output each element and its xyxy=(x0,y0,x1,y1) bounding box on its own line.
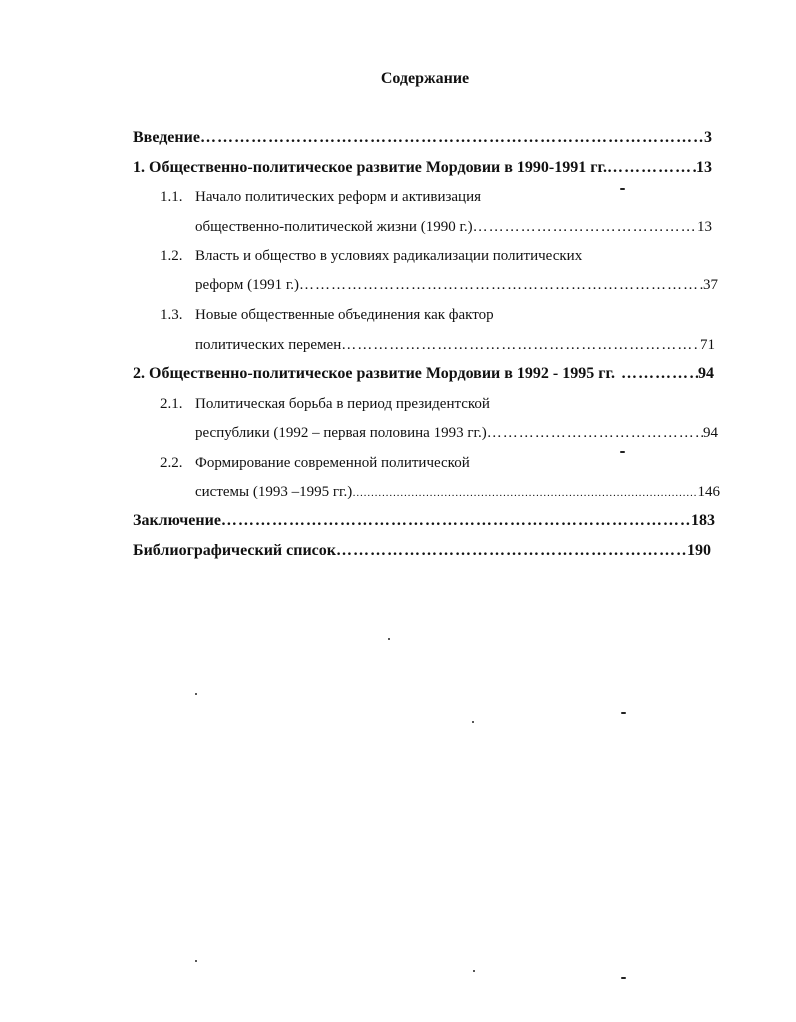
toc-entry-1-2-heading xyxy=(160,245,582,267)
dot-leader xyxy=(341,334,700,356)
page-title: Содержание xyxy=(380,70,470,87)
toc-entry-label: Новые общественные объединения как фактор xyxy=(195,307,494,323)
toc-page-number: 13 xyxy=(696,159,712,176)
toc-entry-label: 1. Общественно-политическое развитие Мордовии в 1990-1991 гг. xyxy=(133,159,607,176)
toc-entry-2-1[interactable] xyxy=(195,422,718,444)
toc-page-number: 94 xyxy=(698,365,714,382)
section-number: 2.1. xyxy=(160,396,183,412)
dot-leader xyxy=(352,482,697,504)
dot-leader xyxy=(200,127,704,149)
toc-entry-label: Заключение xyxy=(133,512,221,529)
scan-speck xyxy=(621,977,626,979)
dot-leader xyxy=(299,274,703,296)
toc-entry-label: Начало политических реформ и активизация xyxy=(195,189,482,205)
toc-entry-1-3-heading xyxy=(160,304,494,326)
toc-entry-1-3[interactable] xyxy=(195,334,715,356)
toc-entry-label: 2. Общественно-политическое развитие Мордовии в 1992 - 1995 гг. xyxy=(133,365,615,382)
toc-entry-label-cont: реформ (1991 г.) xyxy=(195,277,300,293)
toc-page-number: 3 xyxy=(704,129,712,146)
toc-entry-1-1[interactable] xyxy=(195,216,712,238)
toc-entry-conclusion[interactable] xyxy=(133,510,715,532)
toc-entry-label-cont: политических перемен xyxy=(195,337,342,353)
toc-entry-label: Библиографический список xyxy=(133,542,336,559)
toc-entry-bibliography[interactable] xyxy=(133,540,711,562)
dot-leader xyxy=(336,540,687,562)
scan-speck xyxy=(620,188,625,190)
scan-speck xyxy=(195,960,197,962)
toc-entry-chapter-2[interactable] xyxy=(133,363,714,385)
toc-entry-2-2-heading xyxy=(160,452,470,474)
toc-entry-2-2[interactable] xyxy=(195,481,720,503)
toc-page-number: 190 xyxy=(687,542,711,559)
section-number: 1.2. xyxy=(160,248,183,264)
scan-speck xyxy=(473,970,475,972)
toc-entry-label: Власть и общество в условиях радикализации политических xyxy=(195,248,583,264)
scan-speck xyxy=(472,721,474,723)
toc-entry-intro[interactable] xyxy=(133,127,712,149)
toc-entry-chapter-1[interactable] xyxy=(133,157,712,179)
dot-leader xyxy=(221,510,691,532)
dot-leader xyxy=(487,422,703,444)
toc-page-number: 71 xyxy=(700,337,715,353)
toc-page-number: 94 xyxy=(703,425,718,441)
toc-entry-label-cont: республики (1992 – первая половина 1993 гг.) xyxy=(195,425,487,441)
toc-entry-label-cont: системы (1993 –1995 гг.) xyxy=(195,484,353,500)
toc-entry-2-1-heading xyxy=(160,393,490,415)
section-number: 1.1. xyxy=(160,189,183,205)
toc-entry-1-2[interactable] xyxy=(195,274,718,296)
toc-page-number: 183 xyxy=(691,512,715,529)
dot-leader xyxy=(607,157,696,179)
toc-entry-label: Политическая борьба в период президентской xyxy=(195,396,490,412)
dot-leader xyxy=(621,363,698,385)
scan-speck xyxy=(195,693,197,695)
toc-entry-label: Формирование современной политической xyxy=(195,455,470,471)
scan-speck xyxy=(388,638,390,640)
toc-page-number: 13 xyxy=(697,219,712,235)
scan-speck xyxy=(621,712,626,714)
dot-leader xyxy=(473,216,697,238)
toc-entry-label: Введение xyxy=(133,129,200,146)
toc-page-number: 146 xyxy=(697,484,720,500)
toc-page-number: 37 xyxy=(703,277,718,293)
section-number: 1.3. xyxy=(160,307,183,323)
scan-speck xyxy=(620,451,625,453)
toc-entry-1-1-heading xyxy=(160,186,481,208)
toc-entry-label-cont: общественно-политической жизни (1990 г.) xyxy=(195,219,473,235)
section-number: 2.2. xyxy=(160,455,183,471)
